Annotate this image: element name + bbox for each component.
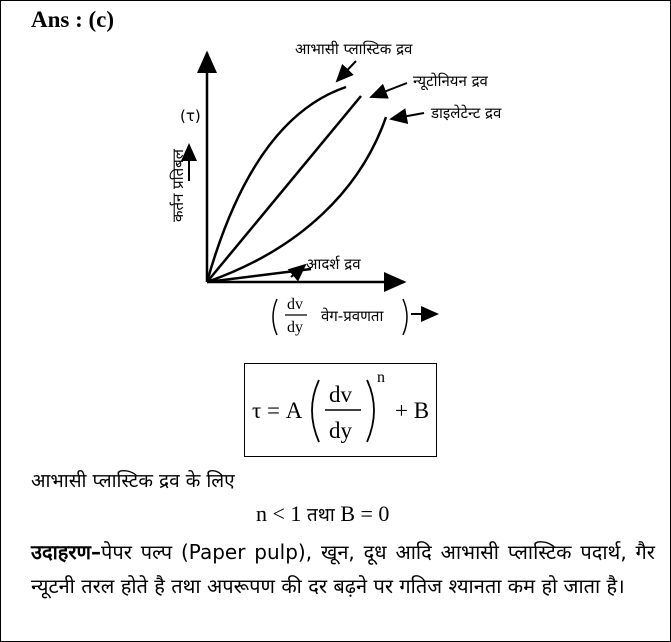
newtonian-label: न्यूटोनियन द्रव	[413, 72, 488, 90]
dilatant-label: डाइलेटेन्ट द्रव	[431, 104, 502, 122]
condition-join: तथा	[306, 504, 335, 526]
formula-rhs: + B	[395, 398, 430, 423]
x-axis-label: वेग-प्रवणता	[321, 307, 384, 325]
example-label: उदाहरण–	[31, 540, 102, 564]
pseudoplastic-pointer	[337, 61, 356, 81]
formula	[245, 364, 436, 456]
ideal-fluid-label: आदर्श द्रव	[306, 255, 361, 273]
formula-paren-right	[367, 380, 374, 442]
dilatant-pointer	[391, 113, 424, 119]
y-axis-symbol: (τ)	[180, 107, 201, 125]
x-paren-right	[403, 299, 407, 335]
condition-n: n < 1	[256, 501, 302, 526]
example-paragraph	[31, 535, 655, 603]
pseudoplastic-curve	[207, 87, 346, 282]
formula-paren-left	[312, 380, 319, 442]
rheology-diagram	[161, 39, 502, 349]
formula-lhs: τ = A	[252, 398, 303, 423]
x-axis-denominator: dy	[287, 319, 303, 336]
newtonian-pointer	[371, 83, 407, 97]
condition-line	[256, 501, 389, 527]
condition-b: B = 0	[340, 501, 390, 526]
formula-numerator: dv	[329, 382, 352, 407]
answer-heading: Ans : (c)	[31, 7, 115, 32]
y-axis-label: कर्तन प्रतिबल	[169, 149, 187, 222]
pseudoplastic-label: आभासी प्लास्टिक द्रव	[295, 40, 413, 58]
x-axis-numerator: dv	[287, 296, 303, 313]
formula-exponent: n	[377, 369, 385, 386]
x-paren-left	[273, 299, 277, 335]
formula-box	[244, 363, 437, 457]
example-body: पेपर पल्प (Paper pulp), खून, दूध आदि आभासी प्लास्टिक पदार्थ, गैर न्यूटनी तरल होते है तथा अपरूपण की दर बढ़ने पर गतिज श्यानता कम हो जाता है।	[31, 540, 655, 598]
pseudoplastic-condition-intro: आभासी प्लास्टिक द्रव के लिए	[31, 470, 235, 492]
formula-denominator: dy	[329, 418, 352, 443]
